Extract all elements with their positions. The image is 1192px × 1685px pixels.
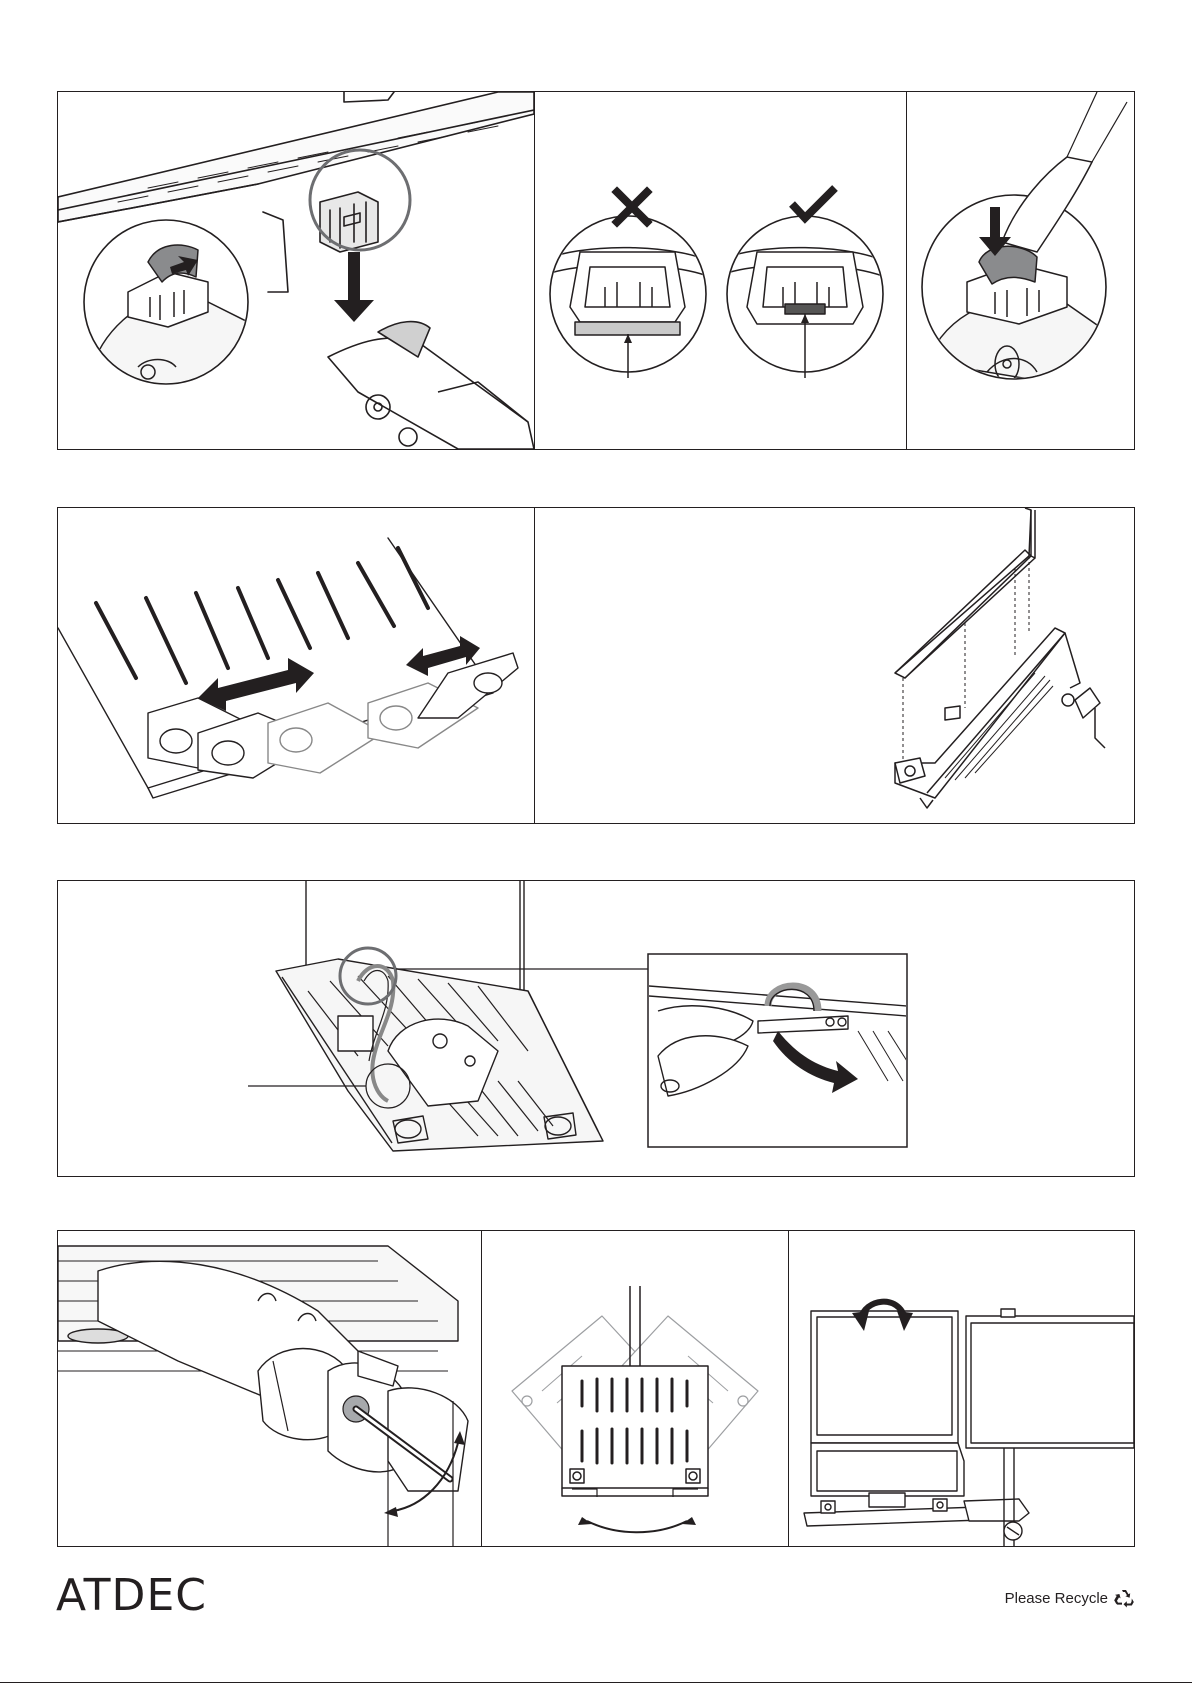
recycle-label: Please Recycle: [1004, 1589, 1108, 1607]
adjust-cups-illustration: [58, 508, 534, 823]
page-bottom-rule: [0, 1682, 1192, 1683]
step-row-3: [57, 880, 1135, 1177]
panel-tray-rotation: [482, 1231, 788, 1546]
panel-laptop-monitor: [789, 1231, 1134, 1546]
tension-adjust-illustration: [58, 1231, 481, 1546]
recycle-icon: [1114, 1588, 1134, 1608]
attach-tray-illustration: [535, 508, 1134, 823]
step-row-2: [57, 507, 1135, 824]
panel-latch-install: [58, 92, 534, 449]
laptop-monitor-illustration: [789, 1231, 1134, 1546]
cable-management-illustration: [58, 881, 1134, 1176]
panel-cable-management: [58, 881, 1134, 1176]
panel-tension-adjust: [58, 1231, 481, 1546]
latch-install-illustration: [58, 92, 534, 449]
step-row-1: [57, 91, 1135, 450]
brand-logo: ATDEC: [56, 1570, 207, 1621]
step-row-4: [57, 1230, 1135, 1547]
recycle-note: [1005, 1588, 1134, 1608]
panel-latch-check: [535, 92, 906, 449]
latch-press-illustration: [907, 92, 1134, 449]
panel-adjust-cups: [58, 508, 534, 823]
check-mark-icon: [792, 188, 835, 218]
panel-latch-press: [907, 92, 1134, 449]
panel-attach-tray: [535, 508, 1134, 823]
tray-rotation-illustration: [482, 1231, 788, 1546]
latch-check-illustration: [535, 92, 906, 449]
